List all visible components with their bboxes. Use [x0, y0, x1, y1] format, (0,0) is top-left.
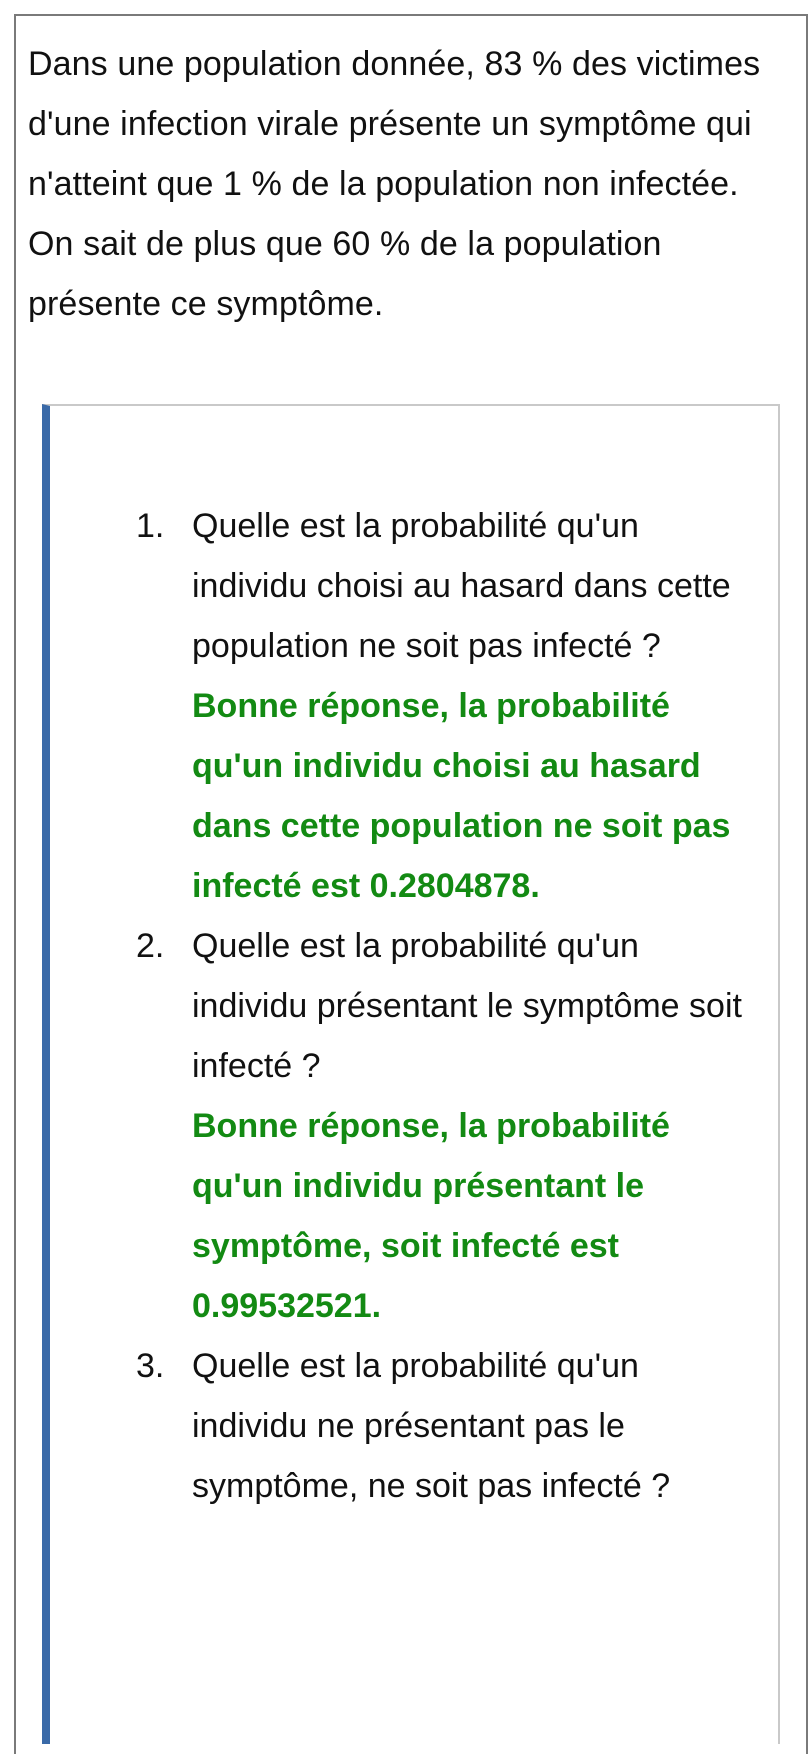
question-number: 1.: [136, 507, 165, 545]
question-item-1: [50, 496, 778, 916]
question-text: Quelle est la probabilité qu'un individu ne présentant pas le symptôme, ne soit pas infecté ?: [192, 1347, 671, 1505]
question-text: Quelle est la probabilité qu'un individu choisi au hasard dans cette population ne soit pas infecté ?: [192, 507, 731, 665]
question-text: Quelle est la probabilité qu'un individu présentant le symptôme soit infecté ?: [192, 927, 742, 1085]
question-number: 3.: [136, 1347, 165, 1385]
question-number: 2.: [136, 927, 165, 965]
question-item-2: [50, 916, 778, 1336]
questions-panel: [42, 404, 780, 1744]
correct-answer-feedback: Bonne réponse, la probabilité qu'un individu présentant le symptôme, soit infecté est 0.99532521.: [192, 1107, 670, 1325]
question-list: [50, 496, 778, 1516]
problem-statement: Dans une population donnée, 83 % des victimes d'une infection virale présente un symptôme qui n'atteint que 1 % de la population non infectée. On sait de plus que 60 % de la population présente ce symptôme.: [28, 45, 761, 323]
correct-answer-feedback: Bonne réponse, la probabilité qu'un individu choisi au hasard dans cette population ne soit pas infecté est 0.2804878.: [192, 687, 731, 905]
question-item-3: [50, 1336, 778, 1516]
